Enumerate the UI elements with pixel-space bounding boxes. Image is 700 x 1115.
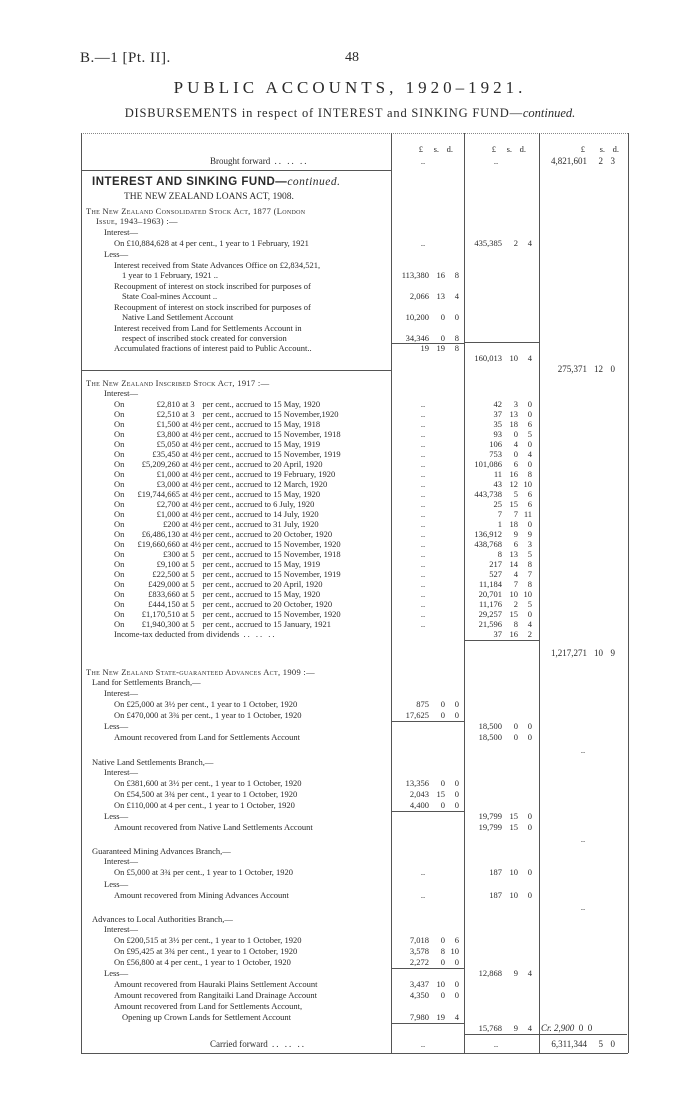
principal: £19,660,660 [137,539,180,549]
row-at: at [180,489,191,499]
inscribed-stock-amount: 29,257 15 0 [478,609,532,619]
inscribed-stock-amount: 93 0 5 [493,429,532,439]
principal: £3,800 [156,429,180,439]
less-item-label: Recoupment of interest on stock inscribed for purposes of [114,302,311,312]
accrual-text: per cent., accrued to 15 May, 1920 [202,399,321,409]
accrual-text: per cent., accrued to 15 January, 1921 [202,619,331,629]
row-at: at [180,609,191,619]
table-bottom-rule [81,1053,628,1054]
rate: 4½ [190,469,202,479]
row-prefix: On [114,469,125,479]
row-at: at [180,399,191,409]
rate: 5 [190,599,195,609]
lfs-line: On £470,000 at 3¾ per cent., 1 year to 1 October, 1920 [114,710,302,720]
row-at: at [180,499,191,509]
principal: £2,510 [156,409,180,419]
row-at: at [180,459,191,469]
principal: £300 [163,549,180,559]
dots: .. [420,619,426,629]
less-item-amount: 2,066 13 4 [409,291,459,301]
credit-balance: Cr. 2,900 0 0 [541,1023,593,1033]
row-prefix: On [114,449,125,459]
principal: £6,486,130 [141,529,180,539]
row-prefix: On [114,569,125,579]
dots: .. [420,429,426,439]
page-subtitle: DISBURSEMENTS in respect of INTEREST and SINKING FUND—continued. [124,106,576,120]
accrual-text: per cent., accrued to 15 November,1920 [202,409,339,419]
lfs-heading: Land for Settlements Branch,— [92,677,201,687]
less-item-label: Interest received from Land for Settlements Account in [114,323,302,333]
less-item-amount: 34,346 0 8 [405,333,459,343]
dots: .. [420,459,426,469]
less-item-label: respect of inscribed stock created for conversion [122,333,287,343]
principal: £1,170,510 [141,609,180,619]
interest-label: Interest— [104,227,138,237]
less-item-label: Native Land Settlement Account [122,312,234,322]
rate: 4½ [190,479,202,489]
row-prefix: On [114,419,125,429]
act-heading: THE NEW ZEALAND LOANS ACT, 1908. [124,192,294,202]
advances-heading: The New Zealand State-guaranteed Advances Act, 1909 :— [86,667,315,677]
row-at: at [180,519,191,529]
rule [392,1023,464,1024]
row-at: at [180,409,191,419]
principal: £22,500 [152,569,180,579]
inscribed-stock-amount: 7 7 11 [497,509,532,519]
inscribed-stock-row [114,589,320,599]
lab-recovered: Opening up Crown Lands for Settlement Account [122,1012,292,1022]
inscribed-stock-amount: 753 0 4 [489,449,532,459]
rate: 4½ [190,529,202,539]
accrual-text: per cent., accrued to 19 February, 1920 [202,469,336,479]
row-at: at [180,539,191,549]
row-prefix: On [114,559,125,569]
row-at: at [180,559,191,569]
less-label: Less— [104,879,129,889]
dots: .. [420,539,426,549]
gma-heading: Guaranteed Mining Advances Branch,— [92,846,231,856]
less-item-amount: 10,200 0 0 [405,312,459,322]
row-at: at [180,599,191,609]
row-at: at [180,589,191,599]
lab-recovered-amount: 3,437 10 0 [409,979,459,989]
column-head: £ s. d. [580,144,619,154]
accrual-text: per cent., accrued to 15 November, 1920 [202,609,341,619]
dots: .. [580,834,586,844]
row-at: at [180,479,191,489]
lfs-line: On £25,000 at 3½ per cent., 1 year to 1 October, 1920 [114,699,298,709]
inscribed-stock-row [114,499,314,509]
inscribed-stock-amount: 106 4 0 [489,439,532,449]
brought-forward-label: Brought forward .. .. [210,156,309,166]
carried-forward-amount: 6,311,344 5 0 [551,1039,615,1049]
lab-line: On £56,800 at 4 per cent., 1 year to 1 October, 1920 [114,957,291,967]
nls-total: 19,799 15 0 [478,811,532,821]
rule [392,811,464,812]
column-divider [464,133,465,1053]
inscribed-stock-row [114,509,319,519]
dots: .. [580,902,586,912]
less-label: Less— [104,249,129,259]
lab-heading: Advances to Local Authorities Branch,— [92,914,233,924]
principal: £5,209,260 [141,459,180,469]
inscribed-stock-amount: 43 12 10 [493,479,532,489]
section-heading: INTEREST AND SINKING FUND—continued. [92,176,341,188]
rule [392,968,464,969]
less-item-label: Accumulated fractions of interest paid to Public Account.. [114,343,312,353]
lfs-recovered-amount: 18,500 0 0 [478,732,532,742]
column-divider [391,133,392,1053]
accrual-text: per cent., accrued to 15 November, 1919 [202,569,341,579]
dots: .. [580,745,586,755]
inscribed-stock-amount: 25 15 6 [493,499,532,509]
inscribed-stock-amount: 42 3 0 [493,399,532,409]
rate: 5 [190,589,195,599]
rate: 5 [190,549,195,559]
inscribed-stock-row [114,619,331,629]
accrual-text: per cent., accrued to 15 November, 1920 [202,539,341,549]
less-label: Less— [104,811,129,821]
principal: £1,940,300 [141,619,180,629]
accrual-text: per cent., accrued to 20 April, 1920 [202,459,323,469]
rule [392,343,464,344]
lfs-amount: 875 0 0 [416,699,459,709]
inscribed-stock-row [114,599,332,609]
brought-forward-amount: 4,821,601 2 3 [551,156,615,166]
principal: £1,000 [156,509,180,519]
rate: 4½ [190,509,202,519]
interest-label: Interest— [104,924,138,934]
interest-label: Interest— [104,767,138,777]
principal: £833,660 [148,589,180,599]
inscribed-stock-row [114,419,320,429]
dots: .. [420,609,426,619]
accrual-text: per cent., accrued to 15 May, 1918 [202,419,321,429]
row-prefix: On [114,549,125,559]
nls-line: On £110,000 at 4 per cent., 1 year to 1 October, 1920 [114,800,295,810]
rate: 4½ [190,539,202,549]
accrual-text: per cent., accrued to 15 May, 1919 [202,439,321,449]
dots: .. [420,479,426,489]
row-at: at [180,619,191,629]
inscribed-stock-amount: 11 16 8 [493,469,532,479]
rate: 4½ [190,439,202,449]
brought-forward-c1: .. [420,156,426,166]
rate: 5 [190,559,195,569]
lab-amount: 7,018 0 6 [409,935,459,945]
less-item-label: Recoupment of interest on stock inscribed for purposes of [114,281,311,291]
inscribed-heading: The New Zealand Inscribed Stock Act, 1917 :— [86,378,270,388]
lfs-total: 18,500 0 0 [478,721,532,731]
lab-recovered: Amount recovered from Land for Settlements Account, [114,1001,303,1011]
row-prefix: On [114,589,125,599]
nls-line: On £54,500 at 3¾ per cent., 1 year to 1 October, 1920 [114,789,298,799]
accrual-text: per cent., accrued to 20 October, 1920 [202,599,333,609]
row-prefix: On [114,439,125,449]
inscribed-total: 1,217,271 10 9 [551,648,615,658]
dots: .. [420,238,426,248]
less-label: Less— [104,721,129,731]
inscribed-stock-row [114,409,338,419]
lab-recovered-amount: 4,350 0 0 [409,990,459,1000]
rule [465,640,539,641]
dots: .. [420,469,426,479]
principal: £35,450 [152,449,180,459]
less-item-label: Interest received from State Advances Office on £2,834,521, [114,260,321,270]
row-prefix: On [114,429,125,439]
dots: .. [420,499,426,509]
principal: £5,050 [156,439,180,449]
row-prefix: On [114,489,125,499]
dots: .. [420,439,426,449]
inscribed-stock-row [114,439,320,449]
row-prefix: On [114,459,125,469]
lfs-amount: 17,625 0 0 [405,710,459,720]
rule [81,370,391,371]
row-prefix: On [114,609,125,619]
inscribed-stock-amount: 11,176 2 5 [478,599,532,609]
inscribed-stock-row [114,549,341,559]
principal: £2,700 [156,499,180,509]
interest-label: Interest— [104,688,138,698]
inscribed-stock-row [114,579,323,589]
column-divider [539,133,540,1053]
accrual-text: per cent., accrued to 20 April, 1920 [202,579,323,589]
lfs-recovered: Amount recovered from Land for Settlements Account [114,732,300,742]
column-head: £ s. d. [491,144,526,154]
inscribed-stock-amount: 527 4 7 [489,569,532,579]
dots: .. [420,579,426,589]
inscribed-stock-amount: 438,768 6 3 [474,539,532,549]
nls-amount: 2,043 15 0 [409,789,459,799]
page-number: 48 [345,50,359,65]
lab-amount: 2,272 0 0 [409,957,459,967]
principal: £429,000 [148,579,180,589]
gma-recovered-amount: 187 10 0 [489,890,532,900]
column-head: £ s. d. [418,144,453,154]
dots: .. [420,449,426,459]
row-prefix: On [114,529,125,539]
consolidated-net: 275,371 12 0 [557,364,615,374]
row-prefix: On [114,509,125,519]
nls-recovered: Amount recovered from Native Land Settlements Account [114,822,313,832]
rate: 4½ [190,519,202,529]
dots: .. [420,549,426,559]
row-at: at [180,449,191,459]
dots: .. [420,867,426,877]
carried-forward-c1: .. [420,1039,426,1049]
inscribed-stock-row [114,459,323,469]
header-ref: B.—1 [Pt. II]. [80,50,171,66]
dots: .. [420,409,426,419]
inscribed-stock-amount: 21,596 8 4 [478,619,532,629]
dots: .. [420,589,426,599]
principal: £200 [163,519,180,529]
consolidated-total: 160,013 10 4 [474,353,532,363]
rate: 5 [190,619,195,629]
dots: .. [420,489,426,499]
accrual-text: per cent., accrued to 12 March, 1920 [202,479,328,489]
inscribed-stock-amount: 35 18 6 [493,419,532,429]
accrual-text: per cent., accrued to 14 July, 1920 [202,509,319,519]
dots: .. [420,519,426,529]
accrual-text: per cent., accrued to 31 July, 1920 [202,519,319,529]
lab-line: On £200,515 at 3½ per cent., 1 year to 1 October, 1920 [114,935,302,945]
row-prefix: On [114,399,125,409]
rate: 5 [190,609,195,619]
consolidated-amount: 435,385 2 4 [474,238,532,248]
interest-label: Interest— [104,856,138,866]
row-at: at [180,529,191,539]
inscribed-stock-row [114,399,320,409]
inscribed-stock-amount: 217 14 8 [489,559,532,569]
accrual-text: per cent., accrued to 15 May, 1920 [202,589,321,599]
consolidated-line: On £10,884,628 at 4 per cent., 1 year to 1 February, 1921 [114,238,309,248]
row-at: at [180,439,191,449]
inscribed-stock-amount: 136,912 9 9 [474,529,532,539]
rule [465,1034,627,1035]
row-at: at [180,429,191,439]
consolidated-heading: The New Zealand Consolidated Stock Act, 1877 (London [86,206,306,216]
lab-recovered: Amount recovered from Rangitaiki Land Drainage Account [114,990,317,1000]
inscribed-stock-row [114,449,341,459]
rule [81,170,391,171]
dots: .. [420,599,426,609]
inscribed-stock-row [114,429,341,439]
principal: £9,100 [156,559,180,569]
principal: £1,500 [156,419,180,429]
lab-recovered: Amount recovered from Hauraki Plains Settlement Account [114,979,318,989]
row-prefix: On [114,579,125,589]
rate: 4½ [190,499,202,509]
inscribed-stock-amount: 101,086 6 0 [474,459,532,469]
principal: £2,810 [156,399,180,409]
row-prefix: On [114,519,125,529]
row-at: at [180,569,191,579]
less-item-label: State Coal-mines Account .. [122,291,218,301]
dots: .. [420,569,426,579]
lab-recovered-total: 15,768 9 4 [478,1023,532,1033]
brought-forward-c2: .. [493,156,499,166]
carried-forward-label: Carried forward .. .. [210,1039,306,1049]
dots: .. [420,419,426,429]
row-prefix: On [114,499,125,509]
nls-line: On £381,600 at 3½ per cent., 1 year to 1 October, 1920 [114,778,302,788]
inscribed-stock-row [114,609,341,619]
accrual-text: per cent., accrued to 15 November, 1918 [202,549,341,559]
inscribed-stock-row [114,489,320,499]
rate: 5 [190,569,195,579]
lab-amount: 3,578 8 10 [409,946,459,956]
inscribed-stock-row [114,529,332,539]
rate: 4½ [190,459,202,469]
principal: £444,150 [148,599,180,609]
gma-recovered: Amount recovered from Mining Advances Account [114,890,289,900]
less-label: Less— [104,968,129,978]
accrual-text: per cent., accrued to 20 October, 1920 [202,529,333,539]
row-prefix: On [114,409,125,419]
row-at: at [180,419,191,429]
income-tax-amount: 37 16 2 [493,629,532,639]
nls-amount: 4,400 0 0 [409,800,459,810]
accrual-text: per cent., accrued to 15 November, 1919 [202,449,341,459]
inscribed-stock-amount: 1 18 0 [497,519,532,529]
accrual-text: per cent., accrued to 15 May, 1920 [202,489,321,499]
rate: 3 [190,399,195,409]
inscribed-stock-row [114,559,320,569]
principal: £1,000 [156,469,180,479]
inscribed-stock-row [114,469,335,479]
nls-recovered-amount: 19,799 15 0 [478,822,532,832]
rate: 4½ [190,419,202,429]
accrual-text: per cent., accrued to 15 November, 1918 [202,429,341,439]
rate: 4½ [190,429,202,439]
dots: .. [420,529,426,539]
accrual-text: per cent., accrued to 15 May, 1919 [202,559,321,569]
less-item-amount: 113,380 16 8 [401,270,459,280]
rate: 4½ [190,449,202,459]
accrual-text: per cent., accrued to 6 July, 1920 [202,499,315,509]
dots: .. [420,509,426,519]
dots: .. [420,890,426,900]
inscribed-stock-amount: 37 13 0 [493,409,532,419]
dots: .. [420,559,426,569]
less-item-amount: 19 19 8 [420,343,459,353]
row-prefix: On [114,619,125,629]
rule [392,721,464,722]
inscribed-stock-amount: 443,738 5 6 [474,489,532,499]
nls-heading: Native Land Settlements Branch,— [92,757,214,767]
rate: 5 [190,579,195,589]
less-item-label: 1 year to 1 February, 1921 .. [122,270,218,280]
dots: .. [420,399,426,409]
rule [465,342,539,343]
rate: 4½ [190,489,202,499]
inscribed-stock-row [114,479,327,489]
principal: £19,744,665 [137,489,180,499]
carried-forward-c2: .. [493,1039,499,1049]
row-prefix: On [114,479,125,489]
rate: 3 [190,409,195,419]
inscribed-stock-amount: 20,701 10 10 [478,589,532,599]
principal: £3,000 [156,479,180,489]
consolidated-heading-2: Issue, 1943–1963) :— [96,216,178,226]
inscribed-stock-row [114,519,319,529]
gma-amount: 187 10 0 [489,867,532,877]
nls-amount: 13,356 0 0 [405,778,459,788]
gma-line: On £5,000 at 3¾ per cent., 1 year to 1 October, 1920 [114,867,294,877]
interest-label: Interest— [104,388,138,398]
row-at: at [180,579,191,589]
lab-total: 12,868 9 4 [478,968,532,978]
row-prefix: On [114,539,125,549]
income-tax-label: Income-tax deducted from dividends .. .. [114,629,276,639]
inscribed-stock-row [114,539,341,549]
inscribed-stock-amount: 8 13 5 [497,549,532,559]
inscribed-stock-row [114,569,341,579]
lab-line: On £95,425 at 3¾ per cent., 1 year to 1 October, 1920 [114,946,298,956]
page-title: PUBLIC ACCOUNTS, 1920–1921. [173,78,527,97]
row-at: at [180,509,191,519]
row-prefix: On [114,599,125,609]
row-at: at [180,549,191,559]
lab-recovered-amount: 7,980 19 4 [409,1012,459,1022]
row-at: at [180,469,191,479]
inscribed-stock-amount: 11,184 7 8 [478,579,532,589]
